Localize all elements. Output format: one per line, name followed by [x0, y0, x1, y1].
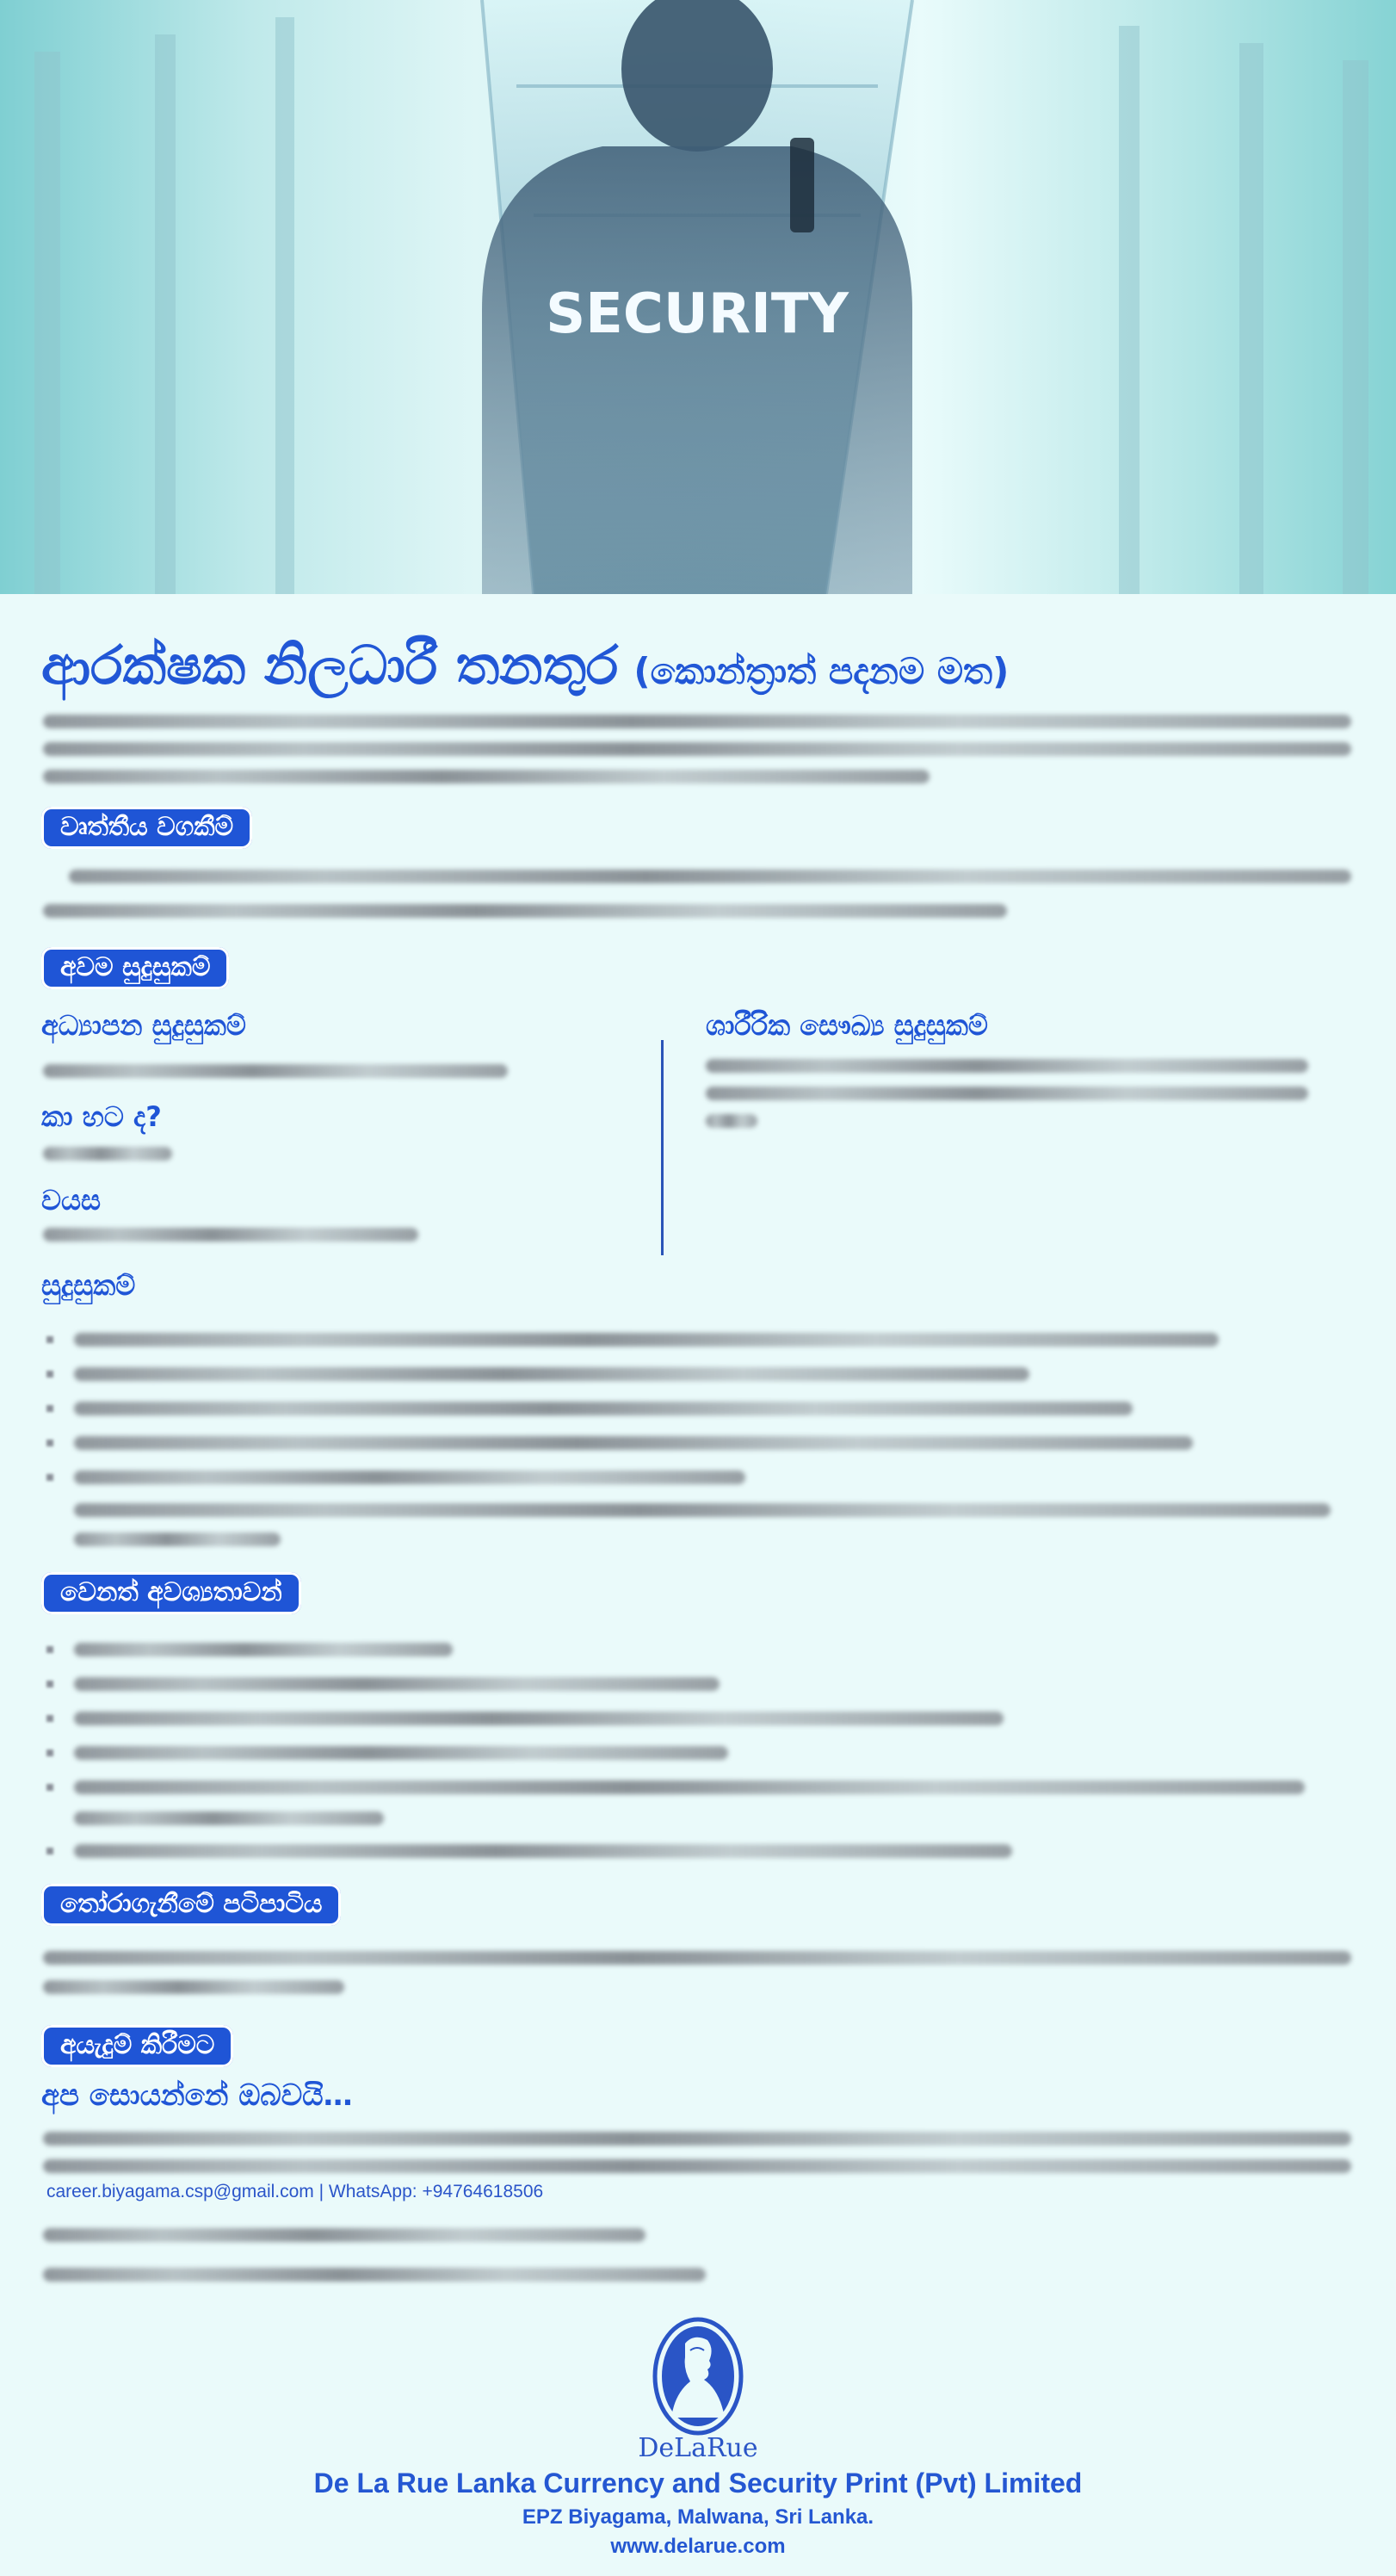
bullet [46, 1440, 53, 1446]
requirement-item [74, 1712, 1004, 1725]
responsibilities-text-line [69, 870, 1351, 883]
title-main: ආරක්ෂක නිලධාරී තනතුර [41, 634, 619, 697]
qualification-item [74, 1471, 745, 1484]
qualification-item-continued [74, 1533, 281, 1546]
bullet [46, 1336, 53, 1343]
physical-text-line [706, 1059, 1308, 1073]
other-requirements-heading: වෙනත් අවශ්‍යතාවන් [41, 1572, 301, 1614]
qualification-item [74, 1333, 1219, 1347]
apply-text-line [43, 2159, 1351, 2173]
selection-text-line [43, 1951, 1351, 1965]
bullet [46, 1405, 53, 1412]
apply-text-line [43, 2228, 645, 2242]
logo-wordmark: DeLaRue [638, 2433, 758, 2463]
qualification-item [74, 1402, 1133, 1415]
apply-slogan: අප සොයන්නේ ඔබවයි… [41, 2078, 353, 2113]
bullet [46, 1749, 53, 1756]
bullet [46, 1646, 53, 1653]
apply-text-line [43, 2268, 706, 2282]
physical-heading: ශාරීරික සෞඛ්‍ය සුදුසුකම් [706, 1009, 988, 1042]
delarue-portrait-logo [640, 2316, 756, 2437]
column-divider [661, 1040, 664, 1255]
company-address: EPZ Biyagama, Malwana, Sri Lanka. [522, 2505, 874, 2529]
gender-text-line [43, 1147, 172, 1161]
responsibilities-heading: වෘත්තීය වගකීම් [41, 807, 252, 849]
physical-text-line [706, 1087, 1308, 1100]
intro-text-line [43, 742, 1351, 756]
website-link[interactable]: www.delarue.com [610, 2535, 786, 2558]
company-name: De La Rue Lanka Currency and Security Print (Pvt) Limited [313, 2468, 1083, 2499]
responsibilities-text-line [43, 904, 1007, 918]
bullet [46, 1848, 53, 1855]
intro-text-line [43, 715, 1351, 728]
bullet [46, 1715, 53, 1722]
requirement-item [74, 1677, 720, 1691]
hero-image [0, 0, 1396, 594]
gender-heading: කා හට ද? [41, 1100, 162, 1133]
apply-heading: අයැදුම් කිරීමට [41, 2025, 233, 2067]
page-title [41, 634, 1367, 697]
vest-text: SECURITY [546, 282, 849, 346]
requirement-item [74, 1844, 1012, 1858]
bullet [46, 1681, 53, 1687]
requirement-item [74, 1643, 453, 1656]
age-heading: වයස [41, 1184, 102, 1217]
bullet [46, 1784, 53, 1791]
qualification-item [74, 1367, 1029, 1381]
age-text-line [43, 1228, 418, 1242]
requirement-item [74, 1780, 1305, 1794]
contact-info[interactable]: career.biyagama.csp@gmail.com | WhatsApp: +94764618506 [46, 2182, 544, 2201]
education-heading: අධ්‍යාපන සුදුසුකම් [41, 1009, 246, 1042]
selection-text-line [43, 1980, 344, 1994]
selection-heading: තෝරාගැනීමේ පටිපාටිය [41, 1884, 341, 1926]
bullet [46, 1371, 53, 1378]
qualification-item-continued [74, 1503, 1331, 1517]
bullet [46, 1474, 53, 1481]
education-text-line [43, 1064, 508, 1078]
physical-text-line [706, 1114, 757, 1128]
title-sub: (කොන්ත්‍රාත් පදනම මත) [633, 650, 1010, 692]
requirement-item [74, 1746, 728, 1760]
qualifications-heading: සුදුසුකම් [41, 1269, 136, 1302]
apply-text-line [43, 2132, 1351, 2146]
security-guard-warehouse-image [0, 0, 1396, 594]
intro-text-line [43, 770, 930, 783]
requirement-item-continued [74, 1811, 384, 1825]
qualification-item [74, 1436, 1193, 1450]
min-qualifications-heading: අවම සුදුසුකම් [41, 947, 229, 989]
